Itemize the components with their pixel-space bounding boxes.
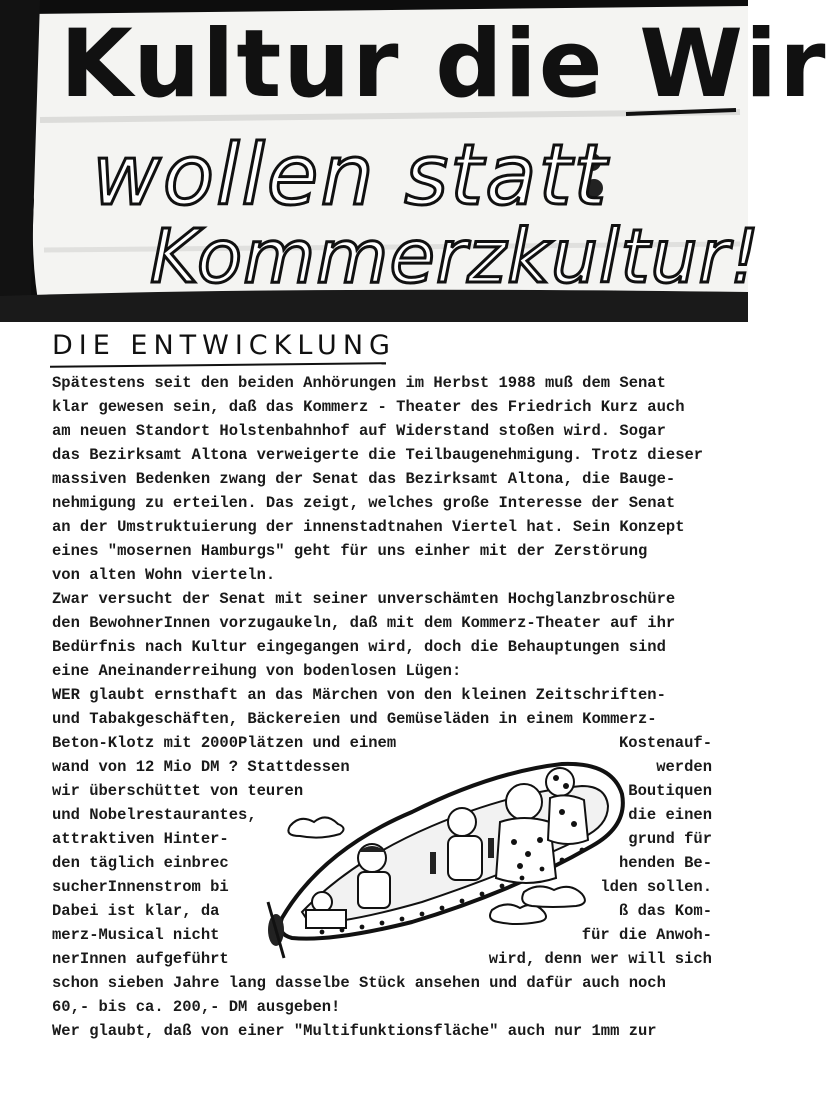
- text-line: Spätestens seit den beiden Anhörungen im Herbst 1988 muß dem Senat: [52, 374, 666, 392]
- wrapped-line-right: henden Be-: [618, 854, 712, 872]
- wrapped-line-left: und Nobelrestaurantes,: [52, 806, 257, 824]
- text-line: das Bezirksamt Altona verweigerte die Teilbaugenehmigung. Trotz dieser: [52, 446, 704, 464]
- wrapped-line-left: nerInnen aufgeführt: [52, 950, 229, 968]
- text-line: schon sieben Jahre lang dasselbe Stück ansehen und dafür auch noch: [52, 974, 666, 992]
- text-line: massiven Bedenken zwang der Senat das Bezirksamt Altona, die Bauge-: [52, 470, 676, 488]
- text-line: Bedürfnis nach Kultur eingegangen wird, doch die Behauptungen sind: [52, 638, 666, 656]
- wrapped-line-right: wird, denn wer will sich: [488, 950, 712, 968]
- text-line: Wer glaubt, daß von einer "Multifunktionsfläche" auch nur 1mm zur: [52, 1022, 657, 1040]
- wrapped-line-left: wir überschüttet von teuren: [52, 782, 304, 800]
- text-line: Zwar versucht der Senat mit seiner unverschämten Hochglanzbroschüre: [52, 590, 676, 608]
- protest-banner-photo: [0, 0, 828, 322]
- airship-cartoon: [262, 742, 642, 972]
- banner-line-1: Kultur die Wir: [60, 10, 828, 119]
- text-line: eines "mosernen Hamburgs" geht für uns einher mit der Zerstörung: [52, 542, 648, 560]
- wrapped-line-left: wand von 12 Mio DM ? Stattdessen: [52, 758, 350, 776]
- wrapped-line-left: merz-Musical nicht: [52, 926, 220, 944]
- wrapped-line-right: grund für: [628, 830, 712, 848]
- heading-underline: [50, 362, 386, 368]
- text-line: am neuen Standort Holstenbahnhof auf Widerstand stoßen wird. Sogar: [52, 422, 666, 440]
- wrapped-line-right: ß das Kom-: [618, 902, 712, 920]
- section-heading: DIE ENTWICKLUNG: [52, 330, 396, 361]
- wrapped-line-right: Boutiquen: [628, 782, 712, 800]
- text-line: eine Aneinanderreihung von bodenlosen Lügen:: [52, 662, 462, 680]
- wrapped-line-right: lden sollen.: [600, 878, 712, 896]
- wrapped-line-left: Dabei ist klar, da: [52, 902, 220, 920]
- wrapped-line-right: für die Anwoh-: [581, 926, 712, 944]
- text-line: von alten Wohn vierteln.: [52, 566, 276, 584]
- banner-line-2: wollen statt: [92, 126, 609, 224]
- text-line: den BewohnerInnen vorzugaukeln, daß mit dem Kommerz-Theater auf ihr: [52, 614, 676, 632]
- wrapped-line-left: sucherInnenstrom bi: [52, 878, 229, 896]
- banner-line-3: Kommerzkultur!: [150, 214, 761, 300]
- text-line: WER glaubt ernsthaft an das Märchen von den kleinen Zeitschriften-: [52, 686, 666, 704]
- wrapped-line-left: den täglich einbrec: [52, 854, 229, 872]
- text-line: nehmigung zu erteilen. Das zeigt, welches große Interesse der Senat: [52, 494, 676, 512]
- text-line: klar gewesen sein, daß das Kommerz - Theater des Friedrich Kurz auch: [52, 398, 685, 416]
- text-line: an der Umstruktuierung der innenstadtnahen Viertel hat. Sein Konzept: [52, 518, 685, 536]
- wrapped-line-right: werden: [656, 758, 712, 776]
- text-line: 60,- bis ca. 200,- DM ausgeben!: [52, 998, 341, 1016]
- wrapped-line-left: attraktiven Hinter-: [52, 830, 229, 848]
- text-line: und Tabakgeschäften, Bäckereien und Gemüseläden in einem Kommerz-: [52, 710, 657, 728]
- wrapped-line-right: die einen: [628, 806, 712, 824]
- wrapped-line-right: Kostenauf-: [618, 734, 712, 752]
- wrapped-line-left: Beton-Klotz mit 2000Plätzen und einem: [52, 734, 397, 752]
